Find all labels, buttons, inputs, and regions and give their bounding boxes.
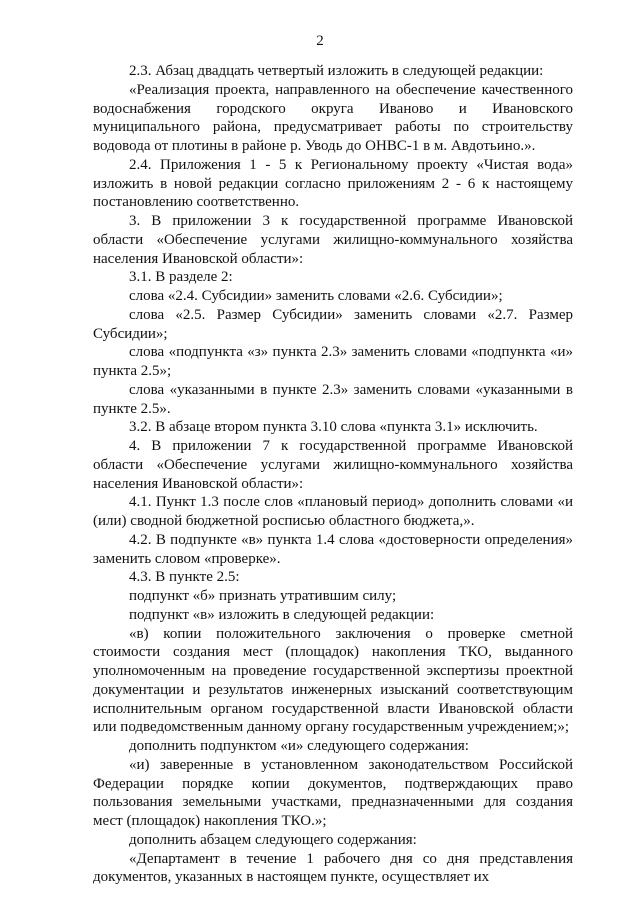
paragraph-4-1: 4.1. Пункт 1.3 после слов «плановый период» дополнить словами «и (или) сводной бюджетной росписью областного бюджета,». bbox=[93, 494, 573, 529]
paragraph-3: 3. В приложении 3 к государственной программе Ивановской области «Обеспечение услугами жилищно-коммунального хозяйства населения Ивановской области»: bbox=[93, 213, 573, 267]
page-number: 2 bbox=[316, 33, 324, 49]
paragraph-3-1-d: слова «указанными в пункте 2.3» заменить словами «указанными в пункте 2.5». bbox=[93, 381, 573, 417]
paragraph-3-2: 3.2. В абзаце втором пункта 3.10 слова «пункта 3.1» исключить. bbox=[129, 419, 538, 436]
paragraph-2-3: 2.3. Абзац двадцать четвертый изложить в следующей редакции: bbox=[129, 63, 544, 79]
paragraph-4-3-add-quote: «Департамент в течение 1 рабочего дня со дня представления документов, указанных в настоящем пункте, осуществляет их bbox=[93, 850, 573, 886]
paragraph-4-3-i-quote: «и) заверенные в установленном законодательством Российской Федерации порядке копии документов, подтверждающих право пользования земельными участками, предназначенными для создания мест (площадок) накопления ТКО.»; bbox=[93, 756, 573, 829]
paragraph-4-3: 4.3. В пункте 2.5: bbox=[129, 569, 240, 586]
paragraph-4-3-v: подпункт «в» изложить в следующей редакции: bbox=[129, 606, 435, 623]
paragraph-3-1: 3.1. В разделе 2: bbox=[129, 269, 233, 286]
paragraph-4: 4. В приложении 7 к государственной программе Ивановской области «Обеспечение услугами жилищно-коммунального хозяйства населения Ивановской области»: bbox=[93, 438, 573, 492]
paragraph-4-3-b: подпункт «б» признать утратившим силу; bbox=[129, 588, 397, 604]
paragraph-4-3-add: дополнить абзацем следующего содержания: bbox=[129, 831, 417, 848]
paragraph-2-3-quote: «Реализация проекта, направленного на обеспечение качественного водоснабжения городского округа Иваново и Ивановского муниципального района, предусматривает работы по строительству водовода от плотины в районе р. Уводь до ОНВС-1 в м. Авдотьино.». bbox=[93, 81, 573, 154]
paragraph-3-1-a: слова «2.4. Субсидии» заменить словами «2.6. Субсидии»; bbox=[129, 288, 503, 304]
paragraph-4-2: 4.2. В подпункте «в» пункта 1.4 слова «достоверности определения» заменить словом «проверке». bbox=[93, 531, 573, 567]
document-body bbox=[93, 62, 573, 887]
paragraph-4-3-i: дополнить подпунктом «и» следующего содержания: bbox=[129, 738, 469, 754]
paragraph-3-1-c: слова «подпункта «з» пункта 2.3» заменить словами «подпункта «и» пункта 2.5»; bbox=[93, 344, 573, 379]
paragraph-3-1-b: слова «2.5. Размер Субсидии» заменить словами «2.7. Размер Субсидии»; bbox=[93, 306, 573, 342]
paragraph-4-3-v-quote: «в) копии положительного заключения о проверке сметной стоимости создания мест (площадок) накопления ТКО, выданного уполномоченным на проведение государственной экспертизы проектной документации и результатов инженерных изысканий соответствующим исполнительным органом государственной власти Ивановской области или подведомственным данному органу государственным учреждением;»; bbox=[93, 625, 573, 736]
paragraph-2-4: 2.4. Приложения 1 - 5 к Региональному проекту «Чистая вода» изложить в новой редакции согласно приложениям 2 - 6 к настоящему постановлению соответственно. bbox=[93, 156, 573, 211]
